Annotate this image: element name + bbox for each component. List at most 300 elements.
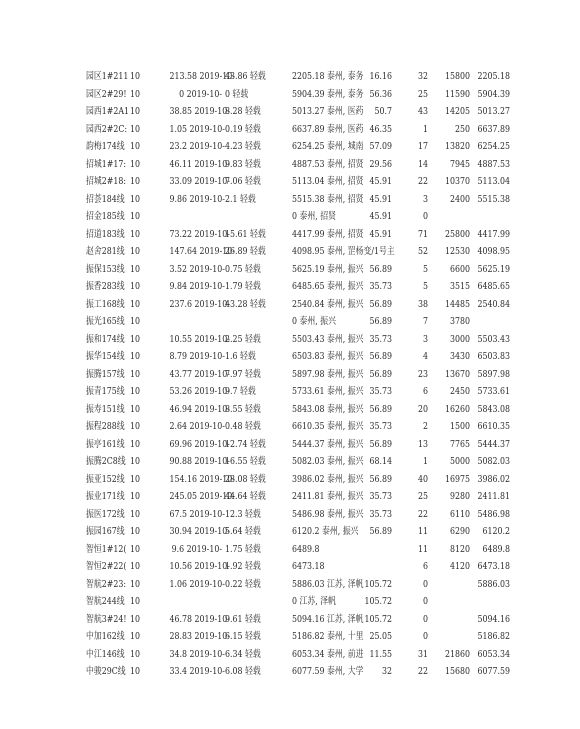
load-date-cell: 3.52 2019-10- — [169, 263, 225, 275]
count-cell: 13 — [417, 438, 428, 450]
capacity-cell: 16260 — [444, 403, 470, 415]
capacity-location-cell: 5444.37 泰州, 振兴 — [292, 438, 364, 450]
count-cell: 1 — [422, 456, 428, 467]
load-date-cell: 8.79 2019-10- — [169, 351, 225, 362]
load-rate-status-cell: 7.06 轻载 — [225, 176, 261, 187]
table-row — [0, 401, 580, 419]
voltage-cell: 10 — [130, 648, 141, 660]
table-row — [0, 103, 580, 121]
voltage-cell: 10 — [130, 491, 141, 502]
load-date-cell: 9.84 2019-10- — [169, 281, 225, 292]
value-cell: 5843.08 — [477, 403, 510, 415]
value-cell: 5904.39 — [477, 88, 510, 100]
table-row — [0, 138, 580, 156]
rate-cell: 56.89 — [369, 403, 392, 415]
voltage-cell: 10 — [130, 88, 141, 100]
voltage-cell: 10 — [130, 263, 141, 275]
count-cell: 43 — [417, 106, 428, 117]
rate-cell: 105.72 — [364, 578, 392, 590]
table-row — [0, 348, 580, 366]
line-name: 智恒2#22( — [86, 561, 127, 572]
line-name: 招荟184线 — [86, 193, 125, 205]
capacity-cell: 3430 — [449, 351, 470, 362]
line-name: 振光165线 — [86, 316, 125, 327]
count-cell: 2 — [422, 421, 428, 432]
load-rate-status-cell: 43.28 轻载 — [225, 298, 266, 310]
load-rate-status-cell: 9.61 轻载 — [225, 613, 261, 625]
voltage-cell: 10 — [130, 246, 141, 257]
capacity-location-cell: 2540.84 泰州, 振兴 — [292, 298, 364, 310]
line-name: 振亭161线 — [86, 438, 125, 450]
load-rate-status-cell: 44.64 轻载 — [225, 491, 266, 502]
capacity-cell: 9280 — [449, 491, 470, 502]
load-date-cell: 38.85 2019-10- — [169, 106, 230, 117]
table-row — [0, 558, 580, 576]
load-rate-status-cell: 0.19 轻载 — [225, 123, 261, 135]
line-name: 中骏29C线 — [86, 666, 126, 677]
table-row — [0, 278, 580, 296]
voltage-cell: 10 — [130, 596, 141, 607]
capacity-cell: 15800 — [444, 71, 470, 82]
load-date-cell: 23.2 2019-10- — [169, 141, 225, 152]
load-rate-status-cell: 6.15 轻载 — [225, 631, 261, 642]
load-date-cell: 46.11 2019-10- — [169, 158, 230, 170]
value-cell: 6473.18 — [477, 561, 510, 572]
capacity-cell: 6110 — [449, 508, 470, 520]
value-cell: 5503.43 — [477, 333, 510, 345]
rate-cell: 16.16 — [369, 71, 392, 82]
voltage-cell: 10 — [130, 561, 141, 572]
voltage-cell: 10 — [130, 71, 141, 82]
rate-cell: 56.89 — [369, 526, 392, 537]
line-name: 中加162线 — [86, 631, 125, 642]
load-rate-status-cell: 1.92 轻载 — [225, 561, 261, 572]
voltage-cell: 10 — [130, 123, 141, 135]
count-cell: 0 — [422, 613, 428, 625]
value-cell: 5486.98 — [477, 508, 510, 520]
load-rate-status-cell: 12.3 轻载 — [225, 508, 261, 520]
capacity-location-cell: 0 泰州, 振兴 — [292, 316, 336, 327]
load-rate-status-cell: 15.61 轻载 — [225, 228, 266, 240]
capacity-location-cell: 6053.34 泰州, 前进 — [292, 648, 364, 660]
value-cell: 5444.37 — [477, 438, 510, 450]
capacity-cell: 1500 — [449, 421, 470, 432]
capacity-location-cell: 6610.35 泰州, 振兴 — [292, 421, 364, 432]
table-row — [0, 261, 580, 279]
count-cell: 0 — [422, 211, 428, 222]
count-cell: 20 — [417, 403, 428, 415]
capacity-location-cell: 0 江苏, 泽帆 — [292, 596, 336, 607]
load-date-cell: 33.4 2019-10- — [169, 666, 225, 677]
capacity-cell: 6600 — [449, 263, 470, 275]
count-cell: 32 — [417, 71, 428, 82]
voltage-cell: 10 — [130, 613, 141, 625]
rate-cell: 68.14 — [369, 456, 392, 467]
load-date-cell: 69.96 2019-10- — [169, 438, 230, 450]
load-rate-status-cell: 0 轻载 — [225, 88, 249, 100]
rate-cell: 57.09 — [369, 141, 392, 152]
load-rate-status-cell: 26.89 轻载 — [225, 246, 266, 257]
rate-cell: 45.91 — [369, 211, 392, 222]
load-rate-status-cell: 0.75 轻载 — [225, 263, 261, 275]
voltage-cell: 10 — [130, 438, 141, 450]
capacity-location-cell: 6120.2 泰州, 振兴 — [292, 526, 359, 537]
rate-cell: 45.91 — [369, 193, 392, 205]
capacity-cell: 13820 — [444, 141, 470, 152]
capacity-location-cell: 3986.02 泰州, 振兴 — [292, 473, 364, 485]
rate-cell: 35.73 — [369, 421, 392, 432]
rate-cell: 56.89 — [369, 473, 392, 485]
rate-cell: 56.89 — [369, 263, 392, 275]
table-row — [0, 506, 580, 524]
value-cell: 5186.82 — [477, 631, 510, 642]
capacity-location-cell: 6473.18 — [292, 561, 325, 572]
table-row — [0, 383, 580, 401]
table-row — [0, 243, 580, 261]
line-name: 招道183线 — [86, 228, 125, 240]
count-cell: 22 — [417, 176, 428, 187]
count-cell: 6 — [422, 561, 428, 572]
table-row — [0, 541, 580, 559]
load-date-cell: 154.16 2019-10- — [169, 473, 235, 485]
value-cell: 6254.25 — [477, 141, 510, 152]
line-name: 振程288线 — [86, 421, 125, 432]
value-cell: 5733.61 — [477, 386, 510, 397]
capacity-cell: 13670 — [444, 368, 470, 380]
count-cell: 17 — [417, 141, 428, 152]
load-date-cell: 213.58 2019-10- — [169, 71, 235, 82]
voltage-cell: 10 — [130, 631, 141, 642]
rate-cell: 56.89 — [369, 298, 392, 310]
table-row — [0, 663, 580, 681]
load-date-cell: 245.05 2019-10- — [169, 491, 235, 502]
load-date-cell: 34.8 2019-10- — [169, 648, 225, 660]
count-cell: 22 — [417, 508, 428, 520]
capacity-cell: 250 — [454, 123, 470, 135]
table-row — [0, 191, 580, 209]
load-rate-status-cell: 1.6 轻载 — [225, 351, 256, 362]
value-cell: 5897.98 — [477, 368, 510, 380]
table-row — [0, 576, 580, 594]
load-rate-status-cell: 9.7 轻载 — [225, 386, 256, 397]
line-name: 韵梅174线 — [86, 141, 125, 152]
voltage-cell: 10 — [130, 666, 141, 677]
load-date-cell: 46.78 2019-10- — [169, 613, 230, 625]
count-cell: 31 — [417, 648, 428, 660]
capacity-cell: 6290 — [449, 526, 470, 537]
line-name: 园区1#211 — [86, 71, 129, 82]
load-rate-status-cell: 8.28 轻载 — [225, 106, 261, 117]
line-name: 招城1#17: — [86, 158, 127, 170]
voltage-cell: 10 — [130, 368, 141, 380]
table-row — [0, 86, 580, 104]
voltage-cell: 10 — [130, 141, 141, 152]
value-cell: 6637.89 — [477, 123, 510, 135]
capacity-cell: 16975 — [444, 473, 470, 485]
load-date-cell: 28.83 2019-10- — [169, 631, 230, 642]
line-name: 振寿151线 — [86, 403, 125, 415]
table-row — [0, 646, 580, 664]
count-cell: 11 — [417, 526, 428, 537]
value-cell: 5515.38 — [477, 193, 510, 205]
count-cell: 4 — [422, 351, 428, 362]
capacity-location-cell: 5082.03 泰州, 振兴 — [292, 456, 364, 467]
load-rate-status-cell: 9.83 轻载 — [225, 158, 261, 170]
voltage-cell: 10 — [130, 543, 141, 555]
capacity-location-cell: 5843.08 泰州, 振兴 — [292, 403, 364, 415]
value-cell: 5094.16 — [477, 613, 510, 625]
rate-cell: 25.05 — [369, 631, 392, 642]
table-row — [0, 593, 580, 611]
rate-cell: 35.73 — [369, 491, 392, 502]
capacity-location-cell: 5503.43 泰州, 振兴 — [292, 333, 364, 345]
capacity-cell: 25800 — [444, 228, 470, 240]
rate-cell: 105.72 — [364, 596, 392, 607]
capacity-location-cell: 5186.82 泰州, 十里 — [292, 631, 364, 642]
rate-cell: 35.73 — [369, 281, 392, 292]
load-rate-status-cell: 7.97 轻载 — [225, 368, 261, 380]
value-cell: 5082.03 — [477, 456, 510, 467]
load-date-cell: 46.94 2019-10- — [169, 403, 230, 415]
load-date-cell: 10.56 2019-10- — [169, 561, 230, 572]
voltage-cell: 10 — [130, 228, 141, 240]
capacity-location-cell: 2411.81 泰州, 振兴 — [292, 491, 364, 502]
rate-cell: 50.7 — [374, 106, 392, 117]
table-row — [0, 366, 580, 384]
line-name: 园区2#29! — [86, 88, 127, 100]
line-name: 中江146线 — [86, 648, 125, 660]
table-row — [0, 523, 580, 541]
capacity-location-cell: 5904.39 泰州, 泰务 — [292, 88, 364, 100]
capacity-location-cell: 4417.99 泰州, 招贤 — [292, 228, 364, 240]
count-cell: 7 — [422, 316, 428, 327]
load-date-cell: 53.26 2019-10- — [169, 386, 230, 397]
table-row — [0, 611, 580, 629]
table-row — [0, 628, 580, 646]
line-name: 智航2#23: — [86, 578, 127, 590]
load-rate-status-cell: 0.22 轻载 — [225, 578, 261, 590]
table-row — [0, 226, 580, 244]
table-row — [0, 313, 580, 331]
capacity-location-cell: 4887.53 泰州, 招贤 — [292, 158, 364, 170]
capacity-cell: 5000 — [449, 456, 470, 467]
line-name: 振医172线 — [86, 508, 125, 520]
capacity-cell: 10370 — [444, 176, 470, 187]
value-cell: 3986.02 — [477, 473, 510, 485]
load-rate-status-cell: 0.48 轻载 — [225, 421, 261, 432]
value-cell: 6489.8 — [482, 543, 510, 555]
load-rate-status-cell: 16.55 轻载 — [225, 456, 266, 467]
voltage-cell: 10 — [130, 298, 141, 310]
value-cell: 4887.53 — [477, 158, 510, 170]
line-name: 招城2#18: — [86, 176, 127, 187]
rate-cell: 105.72 — [364, 613, 392, 625]
load-rate-status-cell: 2.1 轻载 — [225, 193, 256, 205]
load-rate-status-cell: 12.74 轻载 — [225, 438, 266, 450]
value-cell: 5113.04 — [477, 176, 510, 187]
voltage-cell: 10 — [130, 351, 141, 362]
count-cell: 25 — [417, 88, 428, 100]
table-row — [0, 331, 580, 349]
load-rate-status-cell: 1.79 轻载 — [225, 281, 261, 292]
capacity-location-cell: 0 泰州, 招贤 — [292, 211, 336, 222]
count-cell: 3 — [422, 333, 428, 345]
line-name: 园西1#2A1 — [86, 106, 130, 117]
line-name: 赵舍281线 — [86, 246, 125, 257]
voltage-cell: 10 — [130, 508, 141, 520]
line-name: 振和174线 — [86, 333, 125, 345]
count-cell: 1 — [422, 123, 428, 135]
count-cell: 22 — [417, 666, 428, 677]
capacity-location-cell: 6254.25 泰州, 城南 — [292, 141, 364, 152]
count-cell: 5 — [422, 263, 428, 275]
value-cell: 6120.2 — [482, 526, 510, 537]
capacity-cell: 15680 — [444, 666, 470, 677]
load-rate-status-cell: 6.08 轻载 — [225, 666, 261, 677]
table-row — [0, 296, 580, 314]
rate-cell: 56.89 — [369, 368, 392, 380]
load-date-cell: 1.05 2019-10- — [169, 123, 225, 135]
capacity-location-cell: 5886.03 江苏, 泽帆 — [292, 578, 364, 590]
voltage-cell: 10 — [130, 421, 141, 432]
capacity-cell: 8120 — [449, 543, 470, 555]
line-name: 振青175线 — [86, 386, 125, 397]
rate-cell: 56.89 — [369, 438, 392, 450]
line-name: 振工168线 — [86, 298, 125, 310]
capacity-location-cell: 6489.8 — [292, 543, 320, 555]
capacity-cell: 3515 — [449, 281, 470, 292]
voltage-cell: 10 — [130, 386, 141, 397]
table-row — [0, 121, 580, 139]
capacity-location-cell: 5897.98 泰州, 振兴 — [292, 368, 364, 380]
voltage-cell: 10 — [130, 176, 141, 187]
load-rate-status-cell: 43.86 轻载 — [225, 71, 266, 82]
capacity-cell: 14205 — [444, 106, 470, 117]
voltage-cell: 10 — [130, 473, 141, 485]
count-cell: 5 — [422, 281, 428, 292]
rate-cell: 45.91 — [369, 228, 392, 240]
rate-cell: 35.73 — [369, 508, 392, 520]
load-date-cell: 10.55 2019-10- — [169, 333, 230, 345]
capacity-location-cell: 6503.83 泰州, 振兴 — [292, 351, 364, 362]
load-date-cell: 147.64 2019-10- — [169, 246, 235, 257]
value-cell: 6053.34 — [477, 648, 510, 660]
voltage-cell: 10 — [130, 456, 141, 467]
voltage-cell: 10 — [130, 158, 141, 170]
line-name: 智航244线 — [86, 596, 125, 607]
capacity-location-cell: 5486.98 泰州, 振兴 — [292, 508, 364, 520]
capacity-location-cell: 5013.27 泰州, 医药 — [292, 106, 364, 117]
table-row — [0, 68, 580, 86]
value-cell: 6503.83 — [477, 351, 510, 362]
line-name: 招金185线 — [86, 211, 125, 222]
value-cell: 5625.19 — [477, 263, 510, 275]
rate-cell: 11.55 — [369, 648, 392, 660]
load-rate-status-cell: 8.55 轻载 — [225, 403, 261, 415]
load-rate-status-cell: 1.75 轻载 — [225, 543, 261, 555]
count-cell: 14 — [417, 158, 428, 170]
count-cell: 23 — [417, 368, 428, 380]
capacity-cell: 12530 — [444, 246, 470, 257]
voltage-cell: 10 — [130, 211, 141, 222]
load-date-cell: 0 2019-10- — [179, 88, 222, 100]
capacity-location-cell: 5733.61 泰州, 振兴 — [292, 386, 364, 397]
capacity-location-cell: 5625.19 泰州, 振兴 — [292, 263, 364, 275]
voltage-cell: 10 — [130, 193, 141, 205]
load-date-cell: 90.88 2019-10- — [169, 456, 230, 467]
load-rate-status-cell: 6.34 轻载 — [225, 648, 261, 660]
line-name: 振园167线 — [86, 526, 125, 537]
line-name: 振亚152线 — [86, 473, 125, 485]
rate-cell: 45.91 — [369, 176, 392, 187]
rate-cell: 56.89 — [369, 351, 392, 362]
table-row — [0, 453, 580, 471]
table-row — [0, 488, 580, 506]
table-row — [0, 471, 580, 489]
load-date-cell: 9.86 2019-10- — [169, 193, 225, 205]
capacity-cell: 21860 — [444, 648, 470, 660]
capacity-cell: 7765 — [449, 438, 470, 450]
capacity-location-cell: 5094.16 江苏, 泽帆 — [292, 613, 364, 625]
capacity-cell: 14485 — [444, 298, 470, 310]
value-cell: 2411.81 — [477, 491, 510, 502]
rate-cell: 35.73 — [369, 386, 392, 397]
value-cell: 4417.99 — [477, 228, 510, 240]
capacity-location-cell: 5515.38 泰州, 招贤 — [292, 193, 364, 205]
rate-cell: 56.36 — [369, 88, 392, 100]
capacity-location-cell: 4098.95 泰州, 罡杨变/1号主 — [292, 246, 395, 257]
count-cell: 3 — [422, 193, 428, 205]
load-date-cell: 237.6 2019-10- — [169, 298, 230, 310]
count-cell: 11 — [417, 543, 428, 555]
table-row — [0, 156, 580, 174]
capacity-cell: 11590 — [444, 88, 470, 100]
value-cell: 6610.35 — [477, 421, 510, 432]
line-name: 振腾2C8线 — [86, 456, 126, 467]
line-name: 振香283线 — [86, 281, 125, 292]
voltage-cell: 10 — [130, 333, 141, 345]
capacity-location-cell: 6077.59 泰州, 大学 — [292, 666, 364, 677]
load-date-cell: 33.09 2019-10- — [169, 176, 230, 187]
value-cell: 2205.18 — [477, 71, 510, 82]
capacity-cell: 2400 — [449, 193, 470, 205]
load-date-cell: 67.5 2019-10- — [169, 508, 225, 520]
load-date-cell: 9.6 2019-10- — [171, 543, 222, 555]
load-rate-status-cell: 4.23 轻载 — [225, 141, 261, 152]
capacity-cell: 3000 — [449, 333, 470, 345]
count-cell: 25 — [417, 491, 428, 502]
load-rate-status-cell: 28.08 轻载 — [225, 473, 266, 485]
load-rate-status-cell: 2.25 轻载 — [225, 333, 261, 345]
line-name: 智航3#24! — [86, 613, 127, 625]
rate-cell: 32 — [381, 666, 392, 677]
voltage-cell: 10 — [130, 106, 141, 117]
count-cell: 71 — [417, 228, 428, 240]
capacity-cell: 2450 — [449, 386, 470, 397]
value-cell: 5886.03 — [477, 578, 510, 590]
count-cell: 0 — [422, 631, 428, 642]
capacity-cell: 3780 — [449, 316, 470, 327]
rate-cell: 56.89 — [369, 316, 392, 327]
load-date-cell: 30.94 2019-10- — [169, 526, 230, 537]
table-row — [0, 418, 580, 436]
voltage-cell: 10 — [130, 578, 141, 590]
line-name: 振业171线 — [86, 491, 125, 502]
count-cell: 0 — [422, 596, 428, 607]
capacity-location-cell: 6485.65 泰州, 振兴 — [292, 281, 364, 292]
rate-cell: 35.73 — [369, 333, 392, 345]
line-name: 振保153线 — [86, 263, 125, 275]
